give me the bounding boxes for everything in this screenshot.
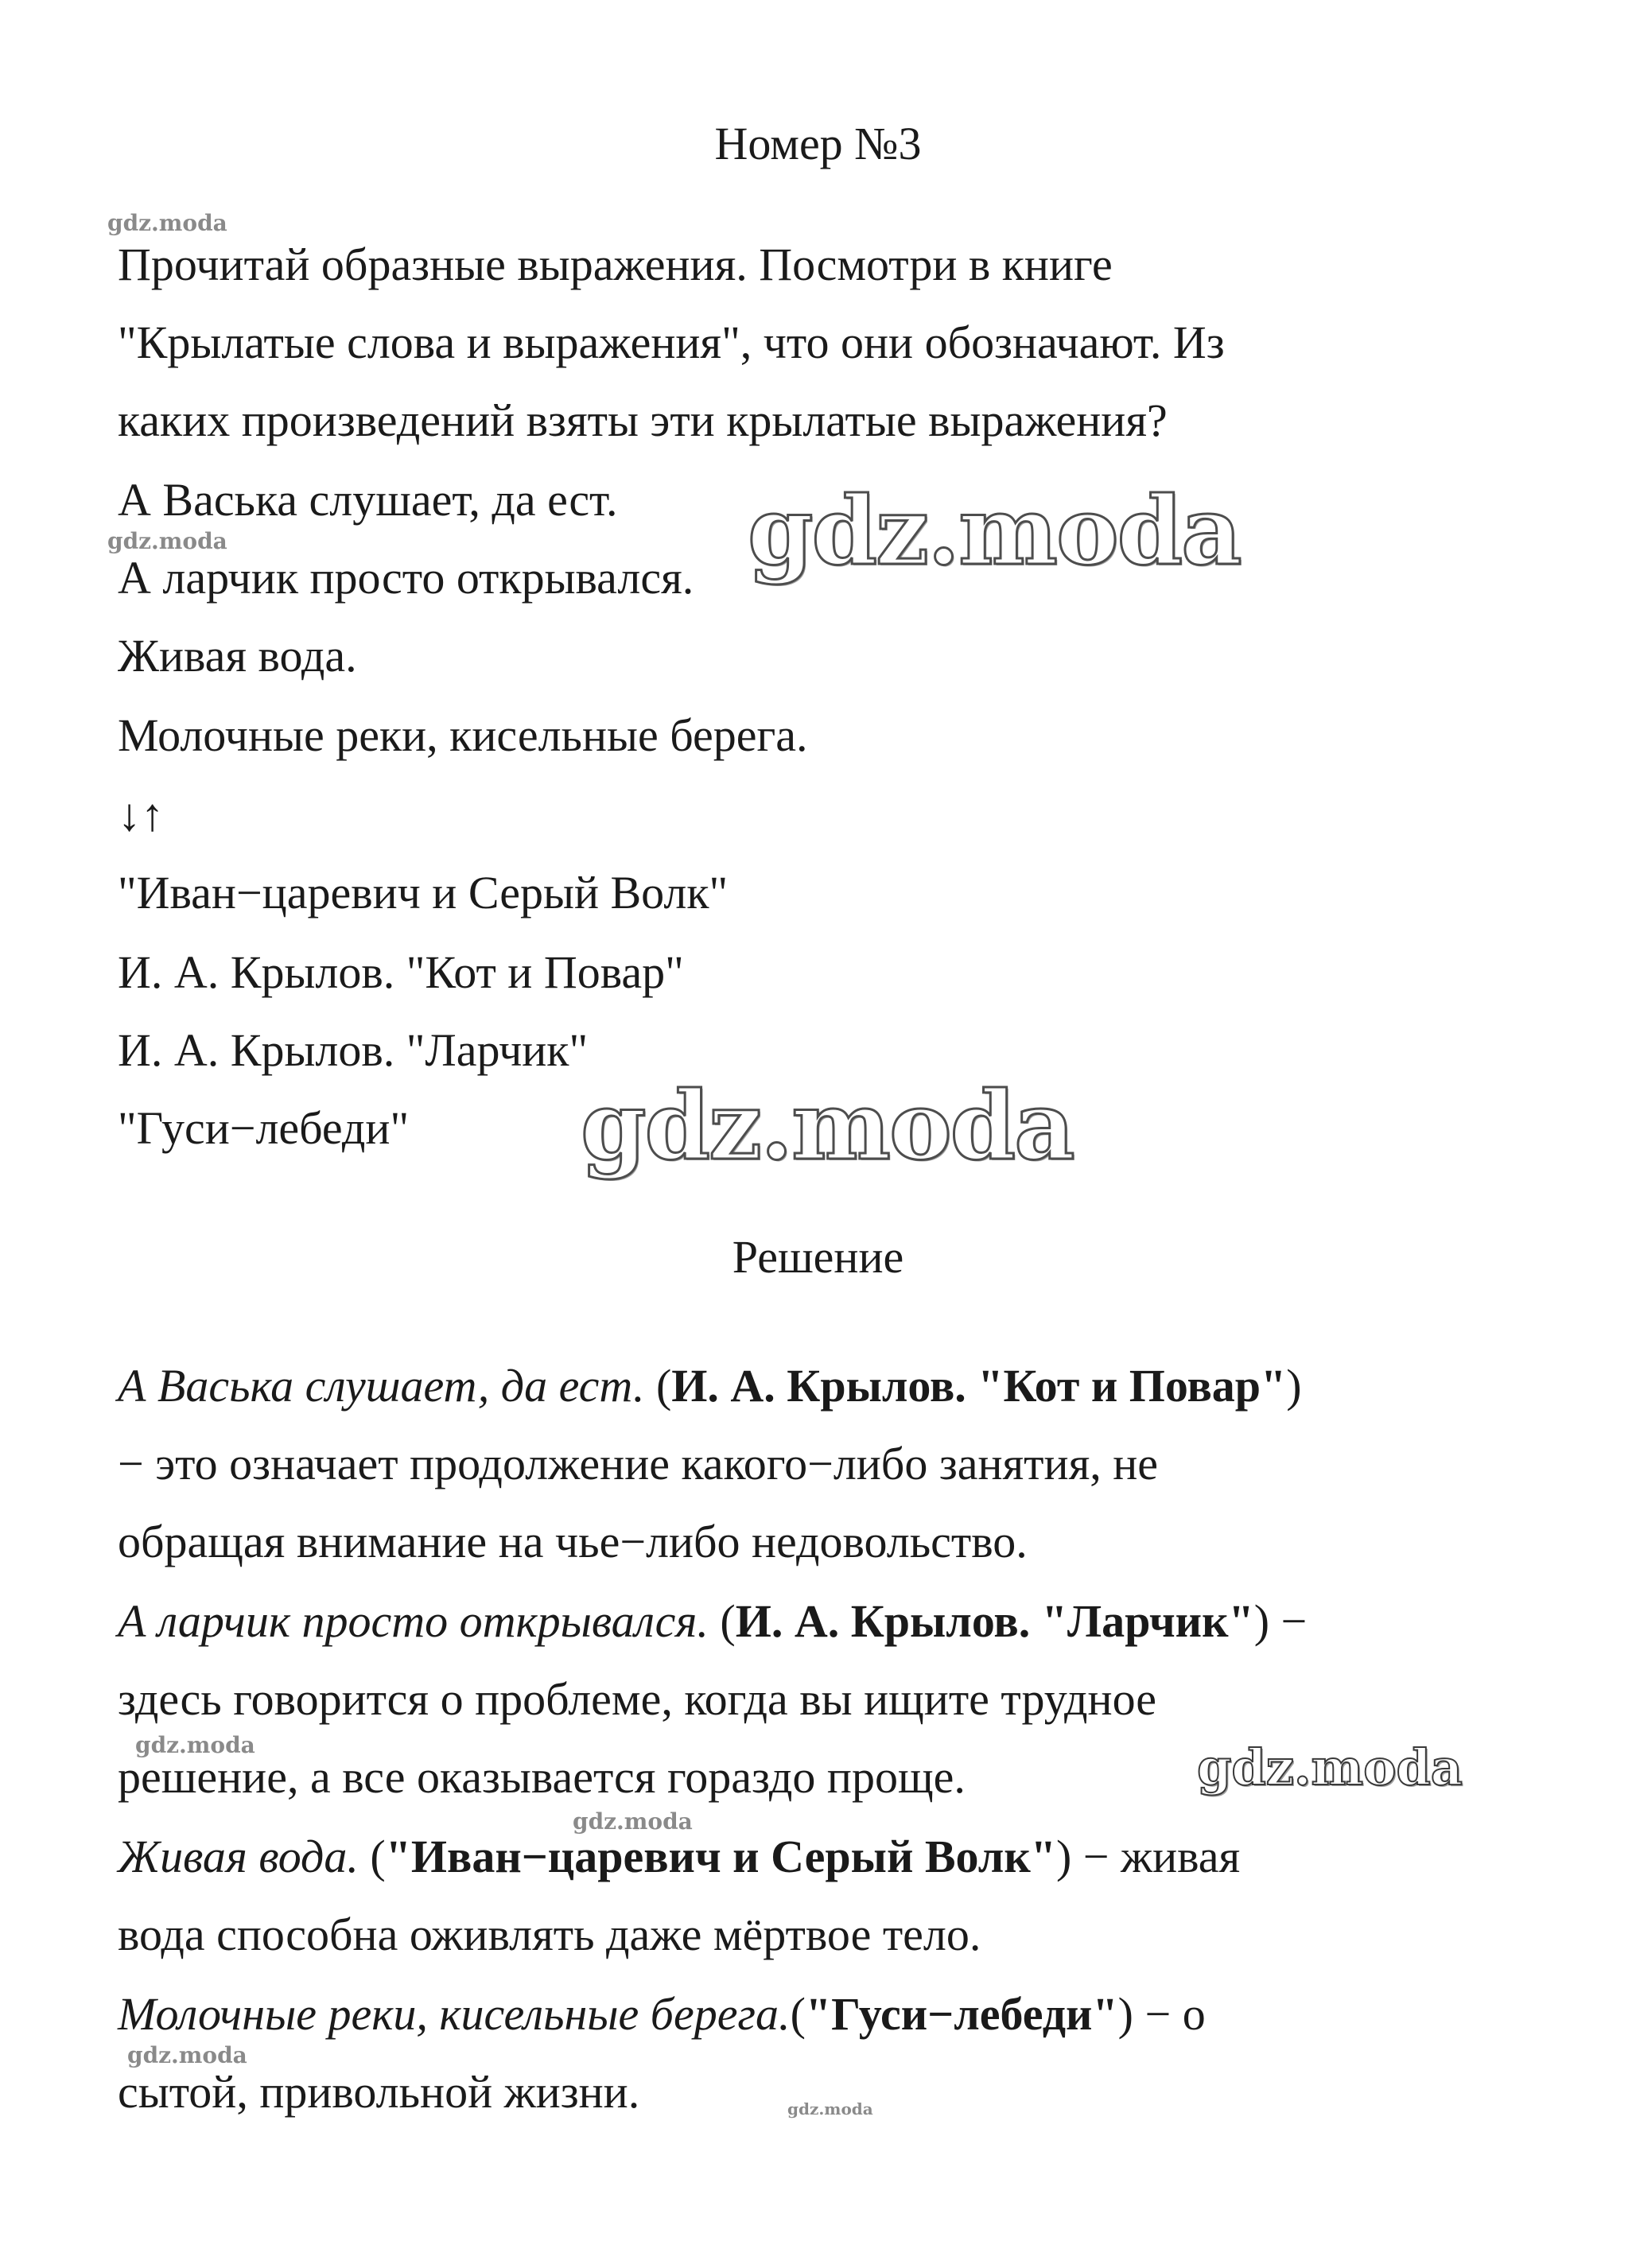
open-paren: ( <box>790 1988 806 2040</box>
watermark: gdz.moda <box>107 528 227 554</box>
close-paren: ) <box>1286 1360 1302 1412</box>
watermark: gdz.moda <box>748 476 1241 586</box>
solution-item-4 <box>118 1986 1206 2042</box>
solution-text: здесь говорится о проблеме, когда вы ищите трудное <box>118 1673 1157 1725</box>
solution-tail: − о <box>1133 1988 1206 2040</box>
solution-text: вода способна оживлять даже мёртвое тело. <box>118 1909 981 1960</box>
solution-heading: Решение <box>732 1231 904 1283</box>
task-line: каких произведений взяты эти крылатые выражения? <box>118 394 1168 446</box>
watermark: gdz.moda <box>573 1808 693 1835</box>
solution-item-1 <box>118 1358 1302 1414</box>
solution-tail: − <box>1269 1595 1308 1647</box>
solution-tail: − живая <box>1071 1831 1241 1882</box>
expression-item: Живая вода. <box>118 630 357 682</box>
solution-item-2 <box>118 1594 1307 1649</box>
source-item: "Иван−царевич и Серый Волк" <box>118 867 729 918</box>
watermark: gdz.moda <box>581 1070 1074 1181</box>
solution-expression: А ларчик просто открывался. <box>118 1595 709 1647</box>
solution-text: − это означает продолжение какого−либо занятия, не <box>118 1438 1159 1489</box>
watermark: gdz.moda <box>127 2042 247 2068</box>
solution-source: И. А. Крылов. "Кот и Повар" <box>671 1360 1287 1412</box>
solution-text: обращая внимание на чье−либо недовольство. <box>118 1516 1028 1567</box>
task-line: "Крылатые слова и выражения", что они обозначают. Из <box>118 317 1225 368</box>
open-paren: ( <box>655 1360 672 1412</box>
open-paren: ( <box>720 1595 736 1647</box>
open-paren: ( <box>370 1831 386 1882</box>
task-line: Прочитай образные выражения. Посмотри в книге <box>118 239 1113 290</box>
source-item: И. А. Крылов. "Кот и Повар" <box>118 946 684 998</box>
watermark: gdz.moda <box>107 210 227 236</box>
watermark: gdz.moda <box>1197 1738 1463 1796</box>
watermark: gdz.moda <box>787 2099 873 2118</box>
expression-item: А Васька слушает, да ест. <box>118 474 618 526</box>
solution-expression: Живая вода. <box>118 1831 359 1882</box>
source-item: "Гуси−лебеди" <box>118 1102 410 1154</box>
solution-item-3 <box>118 1829 1240 1885</box>
source-item: И. А. Крылов. "Ларчик" <box>118 1024 589 1076</box>
expression-item: А ларчик просто открывался. <box>118 552 694 604</box>
match-arrows: ↓↑ <box>118 789 164 841</box>
expression-item: Молочные реки, кисельные берега. <box>118 709 808 761</box>
solution-source: И. А. Крылов. "Ларчик" <box>735 1595 1254 1647</box>
solution-text: решение, а все оказывается гораздо проще. <box>118 1751 966 1803</box>
solution-text: сытой, привольной жизни. <box>118 2066 640 2118</box>
solution-source: "Гуси−лебеди" <box>805 1988 1118 2040</box>
solution-expression: А Васька слушает, да ест. <box>118 1360 645 1412</box>
solution-expression: Молочные реки, кисельные берега. <box>118 1988 791 2040</box>
solution-source: "Иван−царевич и Серый Волк" <box>385 1831 1056 1882</box>
close-paren: ) <box>1055 1831 1072 1882</box>
close-paren: ) <box>1117 1988 1133 2040</box>
watermark: gdz.moda <box>135 1732 255 1758</box>
close-paren: ) <box>1253 1595 1270 1647</box>
page-title: Номер №3 <box>714 118 922 169</box>
